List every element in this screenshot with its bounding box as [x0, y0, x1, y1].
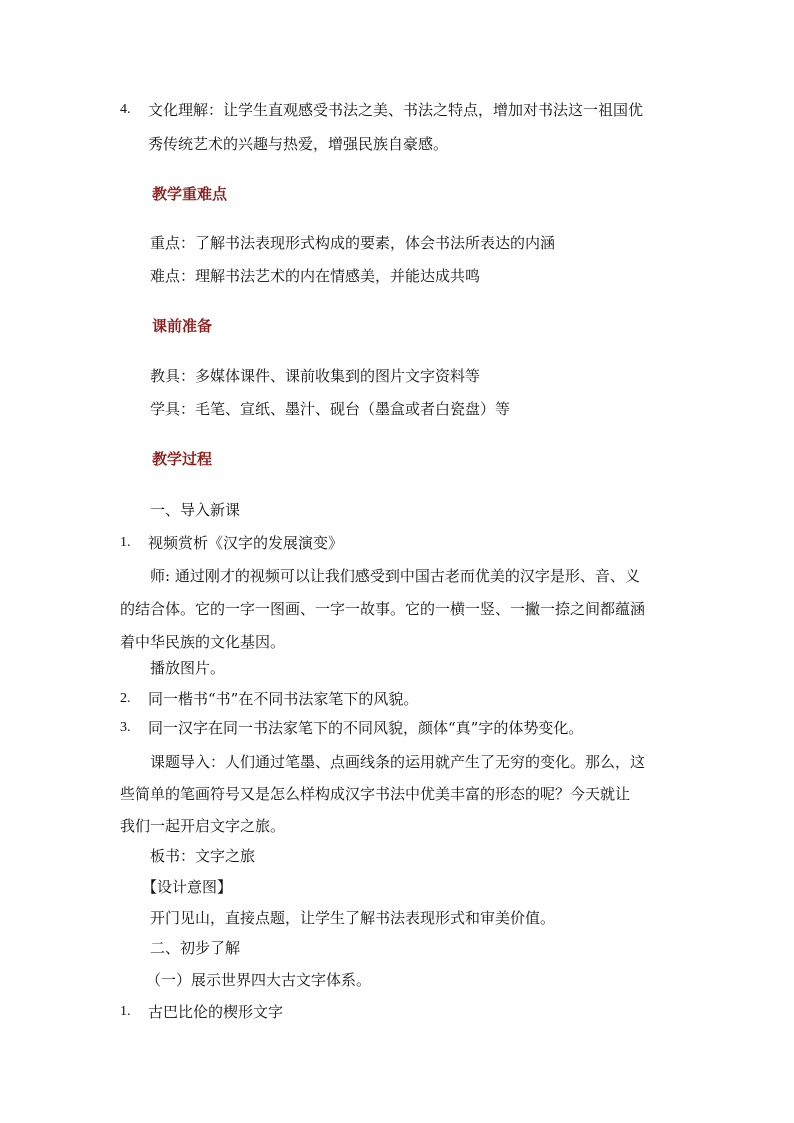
- list-item-text: 视频赏析《汉字的发展演变》: [148, 534, 344, 552]
- paragraph-line: 课题导入：人们通过笔墨、点画线条的运用就产生了无穷的变化。那么，这: [150, 753, 646, 771]
- section-heading-process: 教学过程: [152, 450, 213, 468]
- paragraph-line: 着中华民族的文化基因。: [120, 633, 286, 651]
- list-item-text: 同一汉字在同一书法家笔下的不同风貌，颜体“真”字的体势变化。: [148, 719, 584, 737]
- board-text: 板书：文字之旅: [150, 847, 256, 865]
- section-heading-key-difficult: 教学重难点: [152, 185, 228, 203]
- paragraph-line: 师: 通过刚才的视频可以让我们感受到中国古老而优美的汉字是形、音、义: [150, 567, 640, 585]
- design-intent-text: 开门见山，直接点题，让学生了解书法表现形式和审美价值。: [150, 909, 556, 927]
- list-number: 2.: [120, 691, 131, 706]
- paragraph-line: 我们一起开启文字之旅。: [120, 817, 286, 835]
- section-heading-preparation: 课前准备: [152, 317, 213, 335]
- paragraph-line: 播放图片。: [150, 659, 226, 677]
- difficult-point-text: 难点：理解书法艺术的内在情感美，并能达成共鸣: [150, 267, 481, 285]
- design-intent-label: 【设计意图】: [142, 878, 233, 896]
- list-number: 4.: [120, 102, 131, 117]
- subsection-title: 二、初步了解: [150, 939, 241, 957]
- paragraph-line: 些简单的笔画符号又是怎么样构成汉字书法中优美丰富的形态的呢？今天就让: [120, 785, 631, 803]
- subsection-title: 一、导入新课: [150, 501, 241, 519]
- key-point-text: 重点：了解书法表现形式构成的要素，体会书法所表达的内涵: [150, 234, 556, 252]
- list-number: 3.: [120, 720, 131, 735]
- list-number: 1.: [120, 1004, 131, 1019]
- objective-text-line: 秀传统艺术的兴趣与热爱，增强民族自豪感。: [148, 135, 449, 153]
- paragraph-line: 的结合体。它的一字一图画、一字一故事。它的一横一竖、一撇一捺之间都蕴涵: [120, 600, 646, 618]
- list-number: 1.: [120, 535, 131, 550]
- subsection-subtitle: （一）展示世界四大古文字体系。: [146, 971, 372, 989]
- list-item-text: 古巴比伦的楔形文字: [148, 1003, 284, 1021]
- objective-text-line: 文化理解：让学生直观感受书法之美、书法之特点，增加对书法这一祖国优: [148, 101, 644, 119]
- student-materials-text: 学具：毛笔、宣纸、墨汁、砚台（墨盒或者白瓷盘）等: [150, 400, 511, 418]
- list-item-text: 同一楷书“书”在不同书法家笔下的风貌。: [148, 690, 419, 708]
- teacher-materials-text: 教具：多媒体课件、课前收集到的图片文字资料等: [150, 367, 481, 385]
